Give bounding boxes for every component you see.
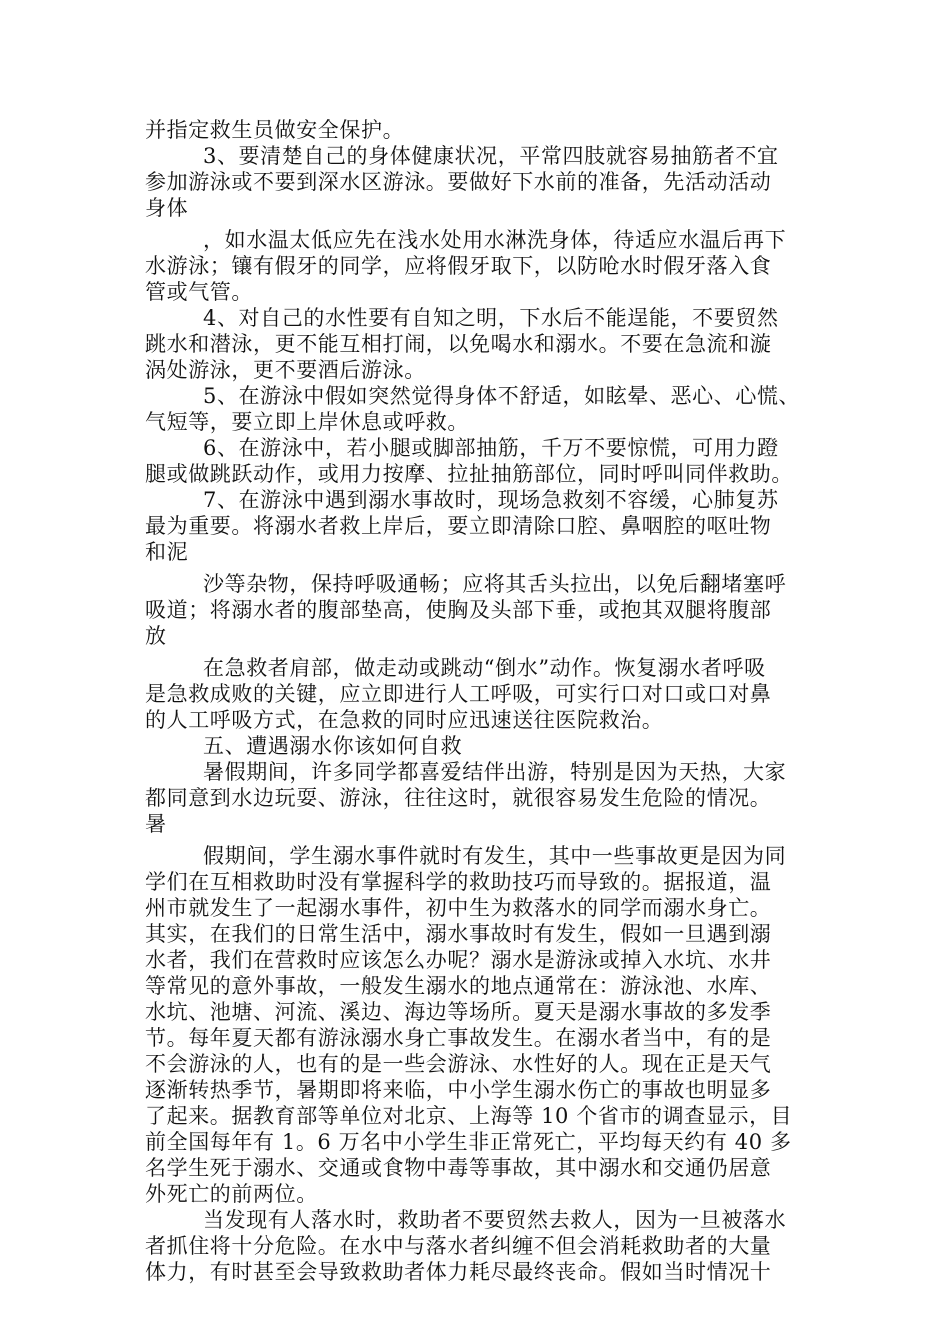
text-line: 节。每年夏天都有游泳溺水身亡事故发生。在溺水者当中，有的是	[145, 1026, 772, 1050]
text-line: 是急救成败的关键，应立即进行人工呼吸，可实行口对口或口对鼻	[145, 682, 772, 706]
text-line: 放	[145, 624, 167, 648]
text-line: 最为重要。将溺水者救上岸后，要立即清除口腔、鼻咽腔的呕吐物	[145, 514, 772, 538]
text-line: 和泥	[145, 540, 189, 564]
text-line: 不会游泳的人，也有的是一些会游泳、水性好的人。现在正是天气	[145, 1052, 772, 1076]
text-line: 4、对自己的水性要有自知之明，下水后不能逞能，不要贸然	[203, 306, 779, 330]
text-line: 参加游泳或不要到深水区游泳。要做好下水前的准备，先活动活动	[145, 170, 772, 194]
section-heading: 五、遭遇溺水你该如何自救	[203, 734, 463, 758]
text-line: 3、要清楚自己的身体健康状况，平常四肢就容易抽筋者不宜	[203, 144, 779, 168]
text-line: 州市就发生了一起溺水事件，初中生为救落水的同学而溺水身亡。	[145, 896, 772, 920]
text-line: 体力，有时甚至会导致救助者体力耗尽最终丧命。假如当时情况十	[145, 1260, 772, 1284]
text-line: ，如水温太低应先在浅水处用水淋洗身体，待适应水温后再下	[203, 228, 787, 252]
text-line: 等常见的意外事故，一般发生溺水的地点通常在：游泳池、水库、	[145, 974, 772, 998]
text-line: 其实，在我们的日常生活中，溺水事故时有发生，假如一旦遇到溺	[145, 922, 772, 946]
text-line: 逐渐转热季节，暑期即将来临，中小学生溺水伤亡的事故也明显多	[145, 1078, 772, 1102]
text-line: 学们在互相救助时没有掌握科学的救助技巧而导致的。据报道，温	[145, 870, 772, 894]
text-line: 前全国每年有 1。6 万名中小学生非正常死亡，平均每天约有 40 多	[145, 1130, 792, 1154]
text-line: 涡处游泳，更不要酒后游泳。	[145, 358, 426, 382]
text-line: 吸道；将溺水者的腹部垫高，使胸及头部下垂，或抱其双腿将腹部	[145, 598, 772, 622]
text-line: 6、在游泳中，若小腿或脚部抽筋，千万不要惊慌，可用力蹬	[203, 436, 779, 460]
text-line: 7、在游泳中遇到溺水事故时，现场急救刻不容缓，心肺复苏	[203, 488, 779, 512]
text-line: 都同意到水边玩耍、游泳，往往这时，就很容易发生危险的情况。	[145, 786, 772, 810]
text-line: 当发现有人落水时，救助者不要贸然去救人，因为一旦被落水	[203, 1208, 787, 1232]
text-line: 的人工呼吸方式，在急救的同时应迅速送往医院救治。	[145, 708, 664, 732]
text-line: 名学生死于溺水、交通或食物中毒等事故，其中溺水和交通仍居意	[145, 1156, 772, 1180]
text-line: 外死亡的前两位。	[145, 1182, 318, 1206]
text-line: 腿或做跳跃动作，或用力按摩、拉扯抽筋部位，同时呼叫同伴救助。	[145, 462, 793, 486]
text-line: 了起来。据教育部等单位对北京、上海等 10 个省市的调查显示，目	[145, 1104, 793, 1128]
text-line: 水者，我们在营救时应该怎么办呢？溺水是游泳或掉入水坑、水井	[145, 948, 772, 972]
text-line: 者抓住将十分危险。在水中与落水者纠缠不但会消耗救助者的大量	[145, 1234, 772, 1258]
text-line: 在急救者肩部，做走动或跳动“倒水”动作。恢复溺水者呼吸	[203, 656, 766, 680]
text-line: 水游泳；镶有假牙的同学，应将假牙取下，以防呛水时假牙落入食	[145, 254, 772, 278]
text-line: 跳水和潜泳，更不能互相打闹，以免喝水和溺水。不要在急流和漩	[145, 332, 772, 356]
text-line: 管或气管。	[145, 280, 253, 304]
text-line: 5、在游泳中假如突然觉得身体不舒适，如眩晕、恶心、心慌、	[203, 384, 801, 408]
text-line: 身体	[145, 196, 189, 220]
text-line: 沙等杂物，保持呼吸通畅；应将其舌头拉出，以免后翻堵塞呼	[203, 572, 787, 596]
text-line: 水坑、池塘、河流、溪边、海边等场所。夏天是溺水事故的多发季	[145, 1000, 772, 1024]
document-body	[145, 117, 815, 1285]
text-line: 暑假期间，许多同学都喜爱结伴出游，特别是因为天热，大家	[203, 760, 787, 784]
text-line: 暑	[145, 812, 167, 836]
text-line: 气短等，要立即上岸休息或呼救。	[145, 410, 469, 434]
text-line: 并指定救生员做安全保护。	[145, 118, 405, 142]
text-line: 假期间，学生溺水事件就时有发生，其中一些事故更是因为同	[203, 844, 787, 868]
